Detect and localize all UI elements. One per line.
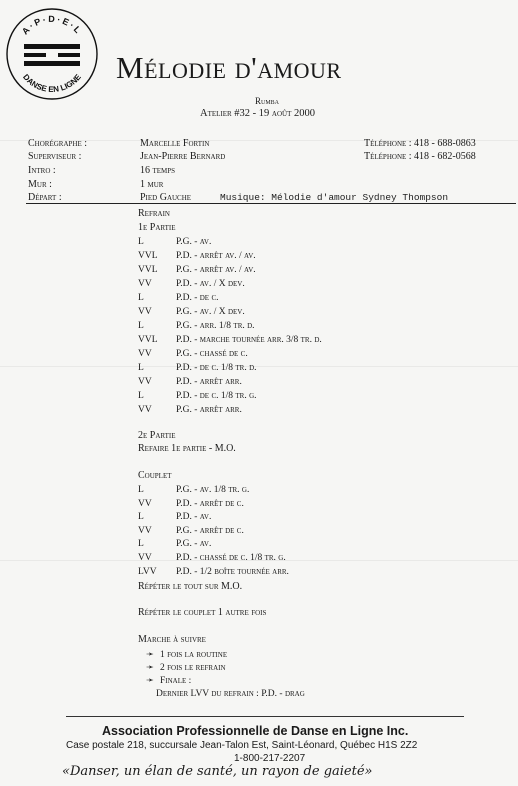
step-description: P.D. - de c. <box>176 293 219 303</box>
step-description: P.G. - av. / X dev. <box>176 307 245 317</box>
section-part1: 1e Partie <box>138 222 176 233</box>
finale-text: Dernier LVV du refrain : P.D. - drag <box>156 689 305 699</box>
step-rhythm: VV <box>138 405 152 415</box>
step-description: P.D. - chassé de c. 1/8 tr. g. <box>176 553 286 563</box>
step-rhythm: VV <box>138 279 152 289</box>
logo-ring-top: A·P·D·E·L <box>19 13 85 37</box>
footer-divider <box>66 716 464 717</box>
step-description: P.D. - arrêt de c. <box>176 498 244 509</box>
svg-text:DANSE EN LIGNE <box>21 72 83 94</box>
step-description: P.D. - av. <box>176 512 212 523</box>
step-rhythm: L <box>138 485 144 495</box>
sequence-item: ➛ 1 fois la routine <box>146 650 228 660</box>
step-rhythm: VV <box>138 377 152 387</box>
motto: «Danser, un élan de santé, un rayon de gaieté» <box>62 764 373 779</box>
step-rhythm: VVL <box>138 251 158 261</box>
supervisor-name: Jean-Pierre Bernard <box>140 151 226 162</box>
part2-text: Refaire 1e partie - M.O. <box>138 443 236 454</box>
arrow-right-icon: ➛ <box>146 676 154 686</box>
step-rhythm: VV <box>138 349 152 359</box>
divider <box>26 203 516 204</box>
workshop-info: Atelier #32 - 19 août 2000 <box>200 108 315 119</box>
step-rhythm: L <box>138 539 144 550</box>
section-couplet: Couplet <box>138 470 172 481</box>
step-rhythm: L <box>138 293 144 303</box>
section-sequence: Marche à suivre <box>138 634 206 645</box>
arrow-right-icon: ➛ <box>146 650 154 660</box>
step-description: P.D. - de c. 1/8 tr. g. <box>176 391 257 401</box>
repeat-couplet: Répéter le couplet 1 autre fois <box>138 607 267 618</box>
association-phone: 1-800-217-2207 <box>234 753 306 764</box>
step-rhythm: VVL <box>138 265 158 275</box>
section-part2: 2e Partie <box>138 430 176 441</box>
dance-style: Rumba <box>255 96 280 106</box>
step-description: P.D. - av. / X dev. <box>176 279 245 289</box>
step-rhythm: L <box>138 391 144 401</box>
step-description: P.G. - arrêt av. / av. <box>176 265 256 275</box>
step-description: P.D. - 1/2 boîte tournée arr. <box>176 566 289 577</box>
step-rhythm: L <box>138 321 144 331</box>
step-rhythm: L <box>138 237 144 247</box>
step-rhythm: VV <box>138 553 152 563</box>
step-description: P.G. - chassé de c. <box>176 349 248 359</box>
step-description: P.G. - arrêt de c. <box>176 525 244 536</box>
step-description: P.G. - av. <box>176 539 212 550</box>
step-rhythm: L <box>138 512 144 523</box>
svg-text:A·P·D·E·L <box>20 14 84 37</box>
step-rhythm: VV <box>138 307 152 317</box>
step-rhythm: VV <box>138 498 152 509</box>
step-description: P.D. - marche tournée arr. 3/8 tr. d. <box>176 335 322 345</box>
step-rhythm: VV <box>138 525 152 536</box>
arrow-right-icon: ➛ <box>146 663 154 673</box>
paper-crease <box>0 366 518 367</box>
section-refrain: Refrain <box>138 208 170 219</box>
step-rhythm: LVV <box>138 566 157 577</box>
music-typed: Musique: Mélodie d'amour Sydney Thompson <box>220 192 449 203</box>
step-description: P.G. - av. 1/8 tr. g. <box>176 485 250 495</box>
repeat-all: Répéter le tout sur M.O. <box>138 581 243 592</box>
step-description: P.D. - arrêt arr. <box>176 377 242 387</box>
step-description: P.D. - de c. 1/8 tr. d. <box>176 363 257 373</box>
dance-sheet: A·P·D·E·L DANSE EN LIGNE Mélodie d'amour Rumba Atelier #32 - 19 août 2000 Chorégraphe : Marcelle Fortin Téléphone : 418 - 688-0863 Superviseur : Jean-Pierre Bernard Téléphone : 418 - 682-0568 Intro : 16 temps Mur : 1 mur Départ : Pied Gauche Musique: Mélodie d'amour Sydney Thompson Refrain 1e Partie L P.G. - av. VVL P.D. - arrêt av. / av. VVL P.G. - arrêt av. / av. VV P.D. - av. / X dev. L P.D. - de c. VV P.G. - av. / X dev. L P.G. - arr. 1/8 tr. d. VVL P.D. - marche tournée arr. 3/8 tr. d. VV P.G. - chassé de c. L P.D. - de c. 1/8 tr. d. VV P.D. - arrêt arr. L P.D. - de c. 1/8 tr. g. VV P.G. - arrêt arr. 2e Partie Refaire 1e partie - M.O. Couplet L P.G. - av. 1/8 tr. g. VV P.D. - arrêt de c. L P.D. - av. VV P.G. - arrêt de c. L P.G. - av. VV P.D. - chassé de c. 1/8 tr. g. LVV P.D. - 1/2 boîte tournée arr. Répéter le tout sur M.O. Répéter le couplet 1 autre fois Marche à suivre ➛ 1 fois la routine ➛ 2 fois le refrain ➛ Finale : Dernier LVV du refrain : P.D. - drag Association Professionnelle de Danse en Ligne Inc. Case postale 218, succursale Jean-Talon Est, Saint-Léonard, Québec H1S 2Z2 1-800-217-2207 «Danser, un élan de santé, un rayon de gaieté» <box>0 0 518 786</box>
phone-1: Téléphone : 418 - 688-0863 <box>364 138 476 149</box>
step-description: P.G. - arr. 1/8 tr. d. <box>176 321 255 331</box>
association-name: Association Professionnelle de Danse en Ligne Inc. <box>102 724 409 738</box>
phone-2: Téléphone : 418 - 682-0568 <box>364 151 476 162</box>
step-rhythm: L <box>138 363 144 373</box>
step-description: P.D. - arrêt av. / av. <box>176 251 256 261</box>
sequence-item: ➛ 2 fois le refrain <box>146 663 226 673</box>
choreographer-name: Marcelle Fortin <box>140 138 210 149</box>
step-rhythm: VVL <box>138 335 158 345</box>
logo-ring-bottom: DANSE EN LIGNE <box>21 72 83 95</box>
step-description: P.G. - arrêt arr. <box>176 405 242 415</box>
association-address: Case postale 218, succursale Jean-Talon Est, Saint-Léonard, Québec H1S 2Z2 <box>66 740 418 751</box>
sequence-item: ➛ Finale : <box>146 676 192 686</box>
page-title: Mélodie d'amour <box>116 50 342 85</box>
apdel-logo <box>4 6 100 102</box>
step-description: P.G. - av. <box>176 237 212 247</box>
